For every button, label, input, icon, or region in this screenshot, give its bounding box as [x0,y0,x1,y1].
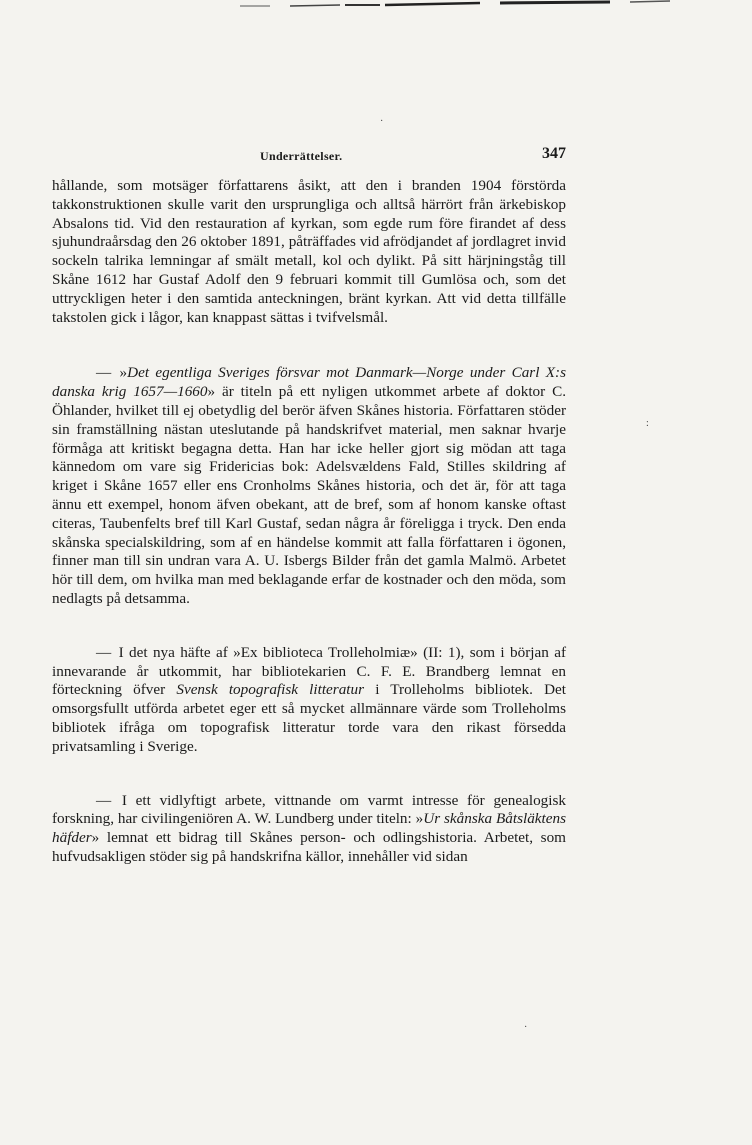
page-number: 347 [542,145,566,162]
em-dash: — [96,643,112,661]
quote-open: » [415,810,424,828]
speck: · [380,116,384,127]
em-dash: — [96,364,112,382]
page-header [52,145,566,173]
paragraph-continuation: hållande, som motsäger författarens åsikt, att den i branden 1904 förstörda takkonstruktionen skulle varit den ursprungliga och alltså härrört från ärkebiskop Absalons tid. Vid den restauration af kyrkan, som egde rum före firandet af dess sjuhundraårsdag den 26 oktober 1891, påträffades vid afrödjandet af jordlagret invid sockeln talrika lemningar af smält metall, kol och dylikt. På sitt härjningståg till Skåne 1612 har Gustaf Adolf den 9 februari kommit till Gumlösa och, som det uttryckligen heter i den samtida anteckningen, bränt kyrkan. Att vid detta tillfälle takstolen gick i lågor, kan knappast sättas i tvifvelsmål. [52,177,566,326]
notice-text-before: I det nya häfte af »Ex biblioteca Trolleholmiæ» (II: 1), som i början af innevarande år utkommit, har bibliotekarien C. F. E. Brandberg lemnat en förteckning öfver [52,643,567,699]
book-page [52,145,566,867]
book-title: Det egentliga Sveriges försvar mot Danmark—Norge under Carl X:s danska krig 1657—1660 [52,364,567,401]
notice-text-after: i Trolleholms bibliotek. Det omsorgsfullt utförda arbetet eger ett så mycket allmännare värde som Trolleholms bibliotek ifråga om topografisk litteratur torde vara den rikast försedda privatsamling i Sverige. [52,681,567,755]
speck: : [646,418,649,429]
notice-text-after: lemnat ett bidrag till Skånes person- och odlingshistoria. Arbetet, som hufvudsakligen stöder sig på handskrifna källor, innehåller vid sidan [52,829,566,865]
notice-genealogy [52,792,566,867]
running-head: Underrättelser. [260,149,343,163]
notice-defense-of-sweden [52,364,566,608]
quote-open: » [119,364,128,382]
speck: · [524,1022,528,1033]
book-title: Ur skånska Båtsläktens häfder [52,810,566,847]
em-dash: — [96,791,112,809]
quote-close: » [91,829,100,847]
scan-edge-artifact [230,0,750,12]
book-title: Svensk topografisk litteratur [176,681,365,699]
notice-text: är titeln på ett nyligen utkommet arbete af doktor C. Öhlander, hvilket till ej obetydlig del berör äfven Skånes historia. Författaren stöder sin framställning nästan uteslutande på handskrifvet material, men saknar hvarje förmåga att kritiskt begagna detta. Han har icke heller gjort sig mödan att taga kännedom om vare sig Fridericias bok: Adelsvældens Fald, Stilles skildring af kriget i Skåne 1657 eller ens Cronholms Skånes historia, och det är, för att taga ännu ett exempel, honom äfven obekant, att de bref, som af honom kanske oftast citeras, Taubenfelts bref till Karl Gustaf, sedan några år föreligga i tryck. Den enda skånska specialskildring, som af en händelse kommit att falla författaren i ögonen, finner man till sin undran vara A. U. Isbergs Bilder från det gamla Malmö. Arbetet hör till dem, om hvilka man med beklagande erfar de kostnader och den möda, som nedlagts på detsamma. [52,383,567,607]
notice-text-before: I ett vidlyftigt arbete, vittnande om varmt intresse för genealogisk forskning, har civilingeniören A. W. Lundberg under titeln: [52,791,566,828]
quote-close: » [207,383,216,401]
notice-trolleholm-library [52,644,566,757]
